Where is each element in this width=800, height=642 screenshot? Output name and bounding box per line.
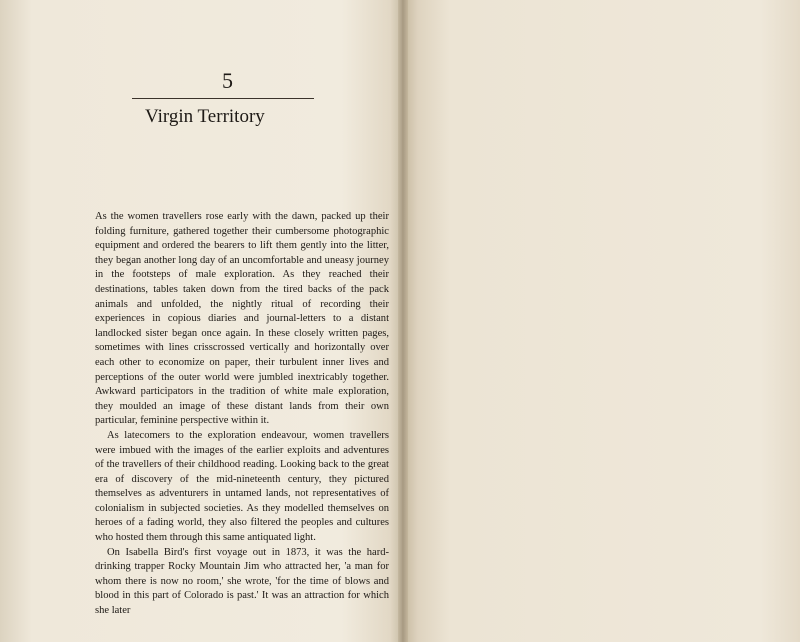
paragraph: As latecomers to the exploration endeavour, women travellers were imbued with the images of the earlier exploits and adventures of the travellers of their childhood reading. Looking back to the great era of discovery of the mid-nineteenth century, they pictured themselves as adventurers in untamed lands, not representatives of colonialism in subjected societies. As they modelled themselves on heroes of a fading world, they also filtered the peoples and cultures who hosted them through this same antiquated light. xyxy=(95,429,389,544)
chapter-number: 5 xyxy=(222,68,233,93)
paragraph: On Isabella Bird's first voyage out in 1873, it was the hard-drinking trapper Rocky Mountain Jim who attracted her, 'a man for whom there is now no room,' she wrote, 'for the time of blows and blood in this part of Colorado is past.' It was an attraction for which she later xyxy=(95,546,389,617)
right-page xyxy=(402,0,800,642)
title-rule xyxy=(132,98,314,99)
left-body-text xyxy=(95,210,389,619)
paragraph: As the women travellers rose early with the dawn, packed up their folding furniture, gathered together their cumbersome photographic equipment and ordered the bearers to lift them gently into the litter, they began another long day of an uncomfortable and uneasy journey in the footsteps of male exploration. As they reached their destinations, tables taken down from the tired backs of the pack animals and unfolded, the nightly ritual of recording their experiences in copious diaries and journal-letters to a distant landlocked sister began once again. In these closely written pages, sometimes with lines crisscrossed vertically and horizontally over each other to economize on paper, their turbulent inner lives and perceptions of the outer world were jumbled inextricably together. Awkward participators in the tradition of white male exploration, they moulded an image of these distant lands from their own particular, feminine perspective within it. xyxy=(95,211,389,427)
book-gutter xyxy=(398,0,408,642)
chapter-title: Virgin Territory xyxy=(145,106,265,127)
